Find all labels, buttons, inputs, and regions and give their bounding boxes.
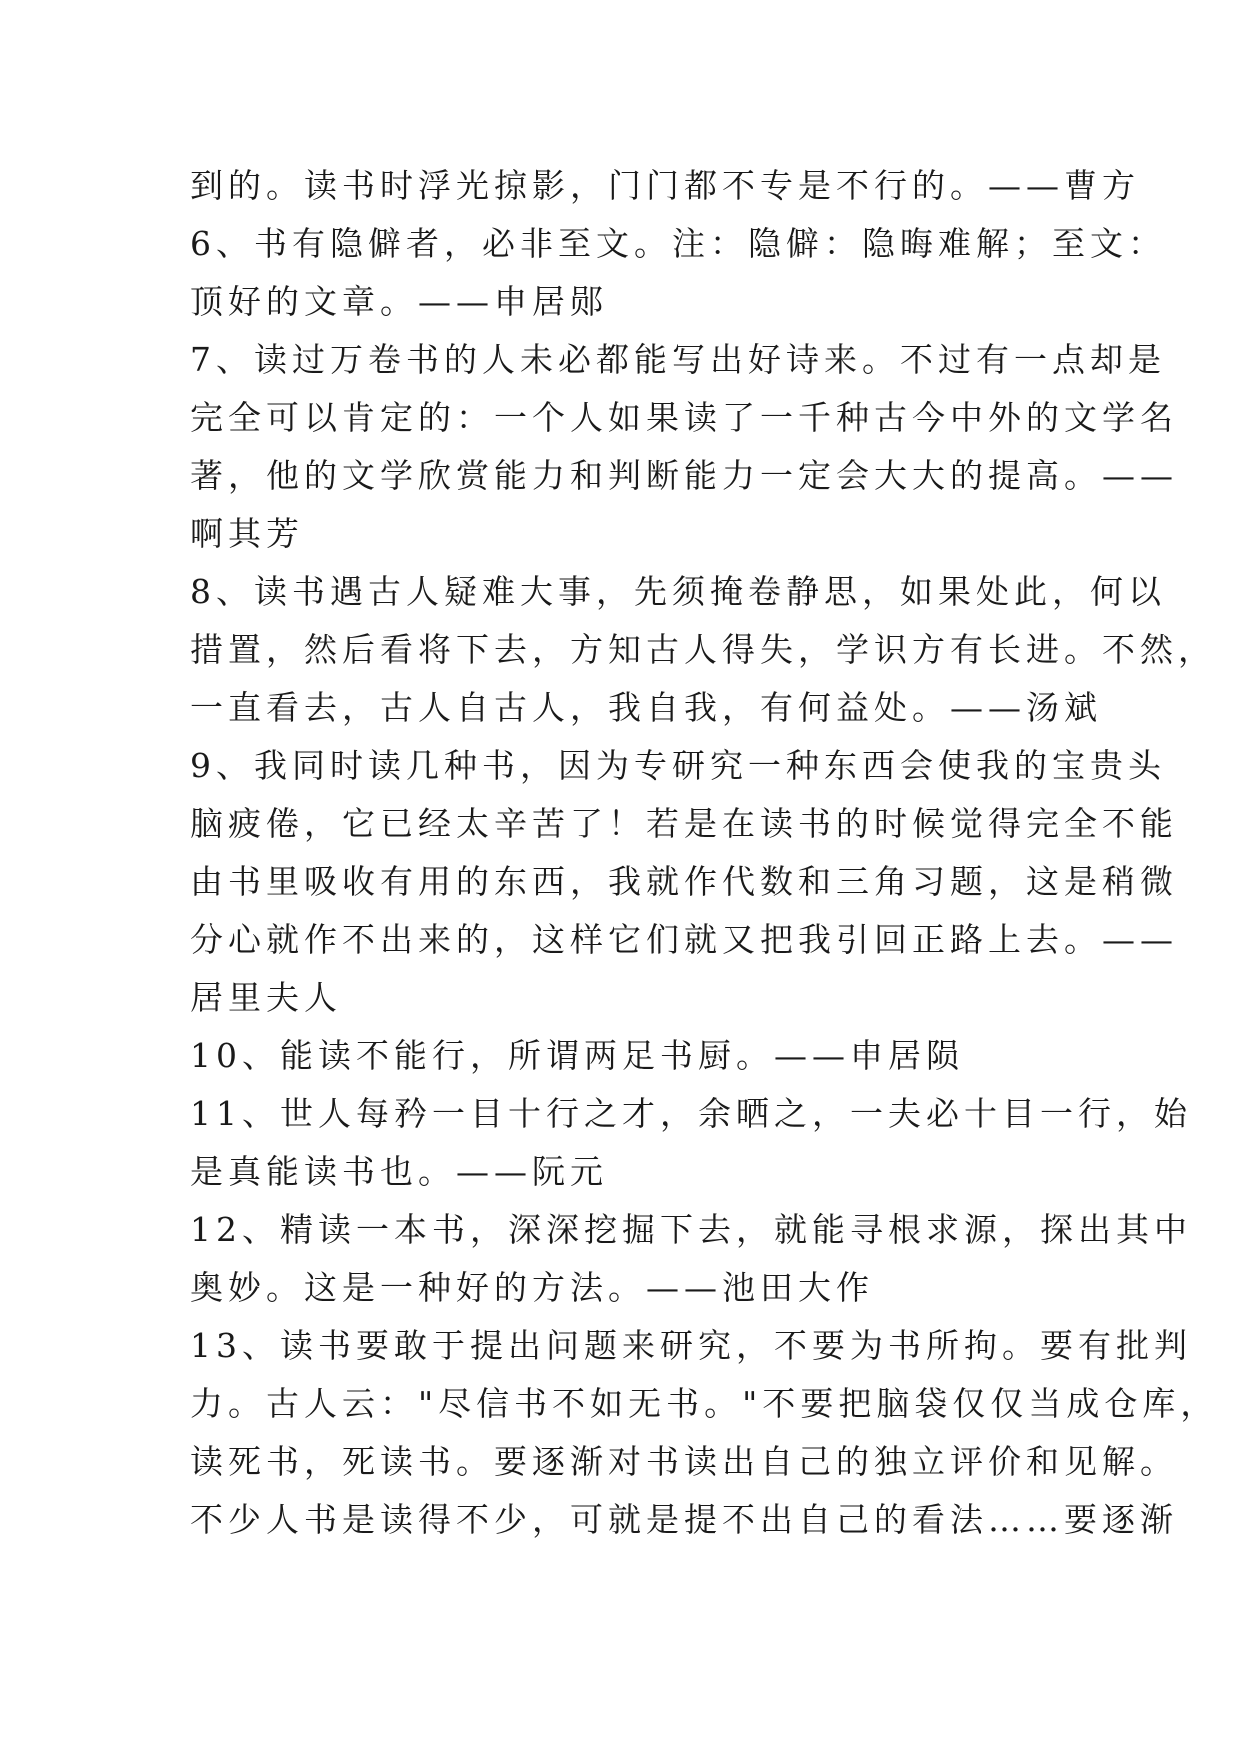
text-line: 13、读书要敢于提出问题来研究，不要为书所拘。要有批判 [190,1326,1192,1365]
text-line: 脑疲倦，它已经太辛苦了！若是在读书的时候觉得完全不能 [190,804,1178,843]
text-line: 6、书有隐僻者，必非至文。注：隐僻：隐晦难解；至文： [190,224,1166,263]
text-line: 11、世人每矜一目十行之才，余晒之，一夫必十目一行，始 [190,1094,1192,1133]
text-line: 顶好的文章。——申居郧 [190,282,608,321]
text-line: 力。古人云："尽信书不如无书。"不要把脑袋仅仅当成仓库， [190,1384,1219,1423]
text-line: 居里夫人 [190,978,342,1017]
text-line: 7、读过万卷书的人未必都能写出好诗来。不过有一点却是 [190,340,1166,379]
text-line: 8、读书遇古人疑难大事，先须掩卷静思，如果处此，何以 [190,572,1166,611]
text-line: 分心就作不出来的，这样它们就又把我引回正路上去。—— [190,920,1178,959]
text-line: 不少人书是读得不少，可就是提不出自己的看法……要逐渐 [190,1500,1178,1539]
text-line: 啊其芳 [190,514,304,553]
text-line: 措置，然后看将下去，方知古人得失，学识方有长进。不然， [190,630,1216,669]
text-line: 一直看去，古人自古人，我自我，有何益处。——汤斌 [190,688,1102,727]
text-line: 读死书，死读书。要逐渐对书读出自己的独立评价和见解。 [190,1442,1178,1481]
text-line: 到的。读书时浮光掠影，门门都不专是不行的。——曹方 [190,166,1140,205]
text-line: 由书里吸收有用的东西，我就作代数和三角习题，这是稍微 [190,862,1178,901]
text-line: 9、我同时读几种书，因为专研究一种东西会使我的宝贵头 [190,746,1166,785]
text-line: 完全可以肯定的：一个人如果读了一千种古今中外的文学名 [190,398,1178,437]
text-line: 是真能读书也。——阮元 [190,1152,608,1191]
text-line: 12、精读一本书，深深挖掘下去，就能寻根求源，探出其中 [190,1210,1192,1249]
body-text [190,157,1219,1549]
text-line: 奥妙。这是一种好的方法。——池田大作 [190,1268,874,1307]
text-line: 著，他的文学欣赏能力和判断能力一定会大大的提高。—— [190,456,1178,495]
text-line: 10、能读不能行，所谓两足书厨。——申居陨 [190,1036,964,1075]
